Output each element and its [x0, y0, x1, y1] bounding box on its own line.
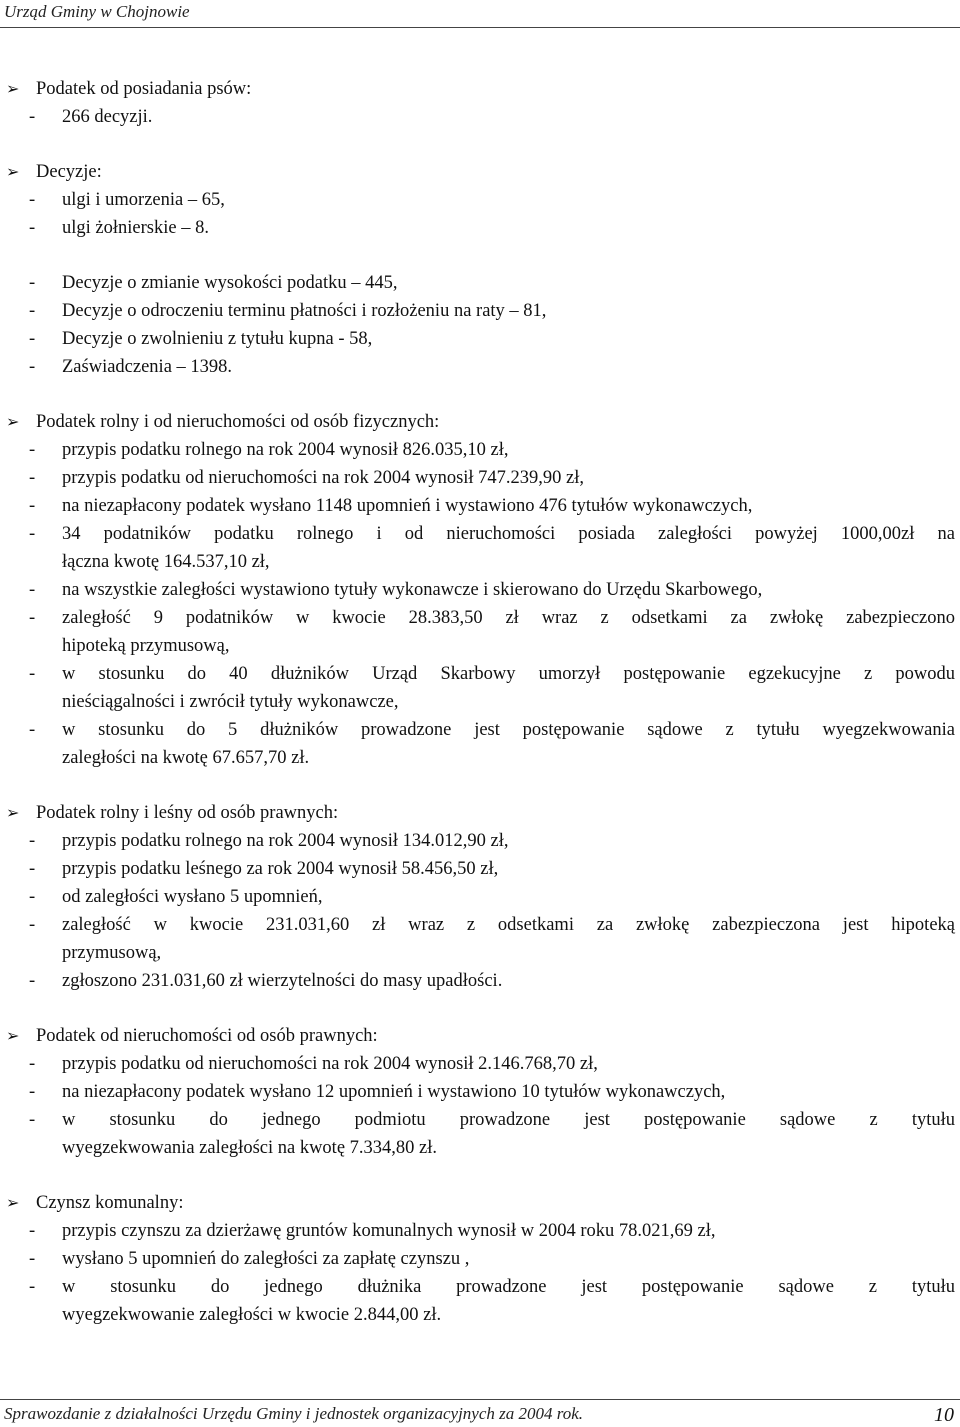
- list-item-text: łączna kwotę 164.537,10 zł,: [62, 552, 270, 572]
- list-item-text: przypis podatku rolnego na rok 2004 wynosił 134.012,90 zł,: [62, 831, 509, 851]
- list-item-text: zgłoszono 231.031,60 zł wierzytelności do masy upadłości.: [62, 971, 503, 991]
- arrow-bullet-icon: ➢: [6, 1193, 20, 1212]
- list-item-text: na wszystkie zaległości wystawiono tytuły wykonawcze i skierowano do Urzędu Skarbowego,: [62, 580, 763, 600]
- list-item-text: przymusową,: [62, 943, 162, 963]
- dash-marker: -: [29, 107, 36, 127]
- list-item-text: Zaświadczenia – 1398.: [62, 357, 233, 377]
- dash-marker: -: [29, 1054, 36, 1074]
- page-header: Urząd Gminy w Chojnowie: [4, 2, 190, 21]
- dash-marker: -: [29, 218, 36, 238]
- arrow-bullet-icon: ➢: [6, 412, 20, 431]
- list-item-text: w stosunku do jednego podmiotu prowadzone jest postępowanie sądowe z tytułu: [62, 1110, 955, 1130]
- dash-marker: -: [29, 468, 36, 488]
- list-item-text: na niezapłacony podatek wysłano 12 upomnień i wystawiono 10 tytułów wykonawczych,: [62, 1082, 726, 1102]
- list-item-text: przypis podatku od nieruchomości na rok 2004 wynosił 2.146.768,70 zł,: [62, 1054, 598, 1074]
- list-item-text: Decyzje o odroczeniu terminu płatności i rozłożeniu na raty – 81,: [62, 301, 547, 321]
- list-item-text: od zaległości wysłano 5 upomnień,: [62, 887, 323, 907]
- list-item-text: przypis podatku rolnego na rok 2004 wynosił 826.035,10 zł,: [62, 440, 509, 460]
- section-heading-text: Podatek od posiadania psów:: [36, 79, 252, 99]
- list-item-text: przypis czynszu za dzierżawę gruntów komunalnych wynosił w 2004 roku 78.021,69 zł,: [62, 1221, 716, 1241]
- dash-marker: -: [29, 190, 36, 210]
- list-item-text: na niezapłacony podatek wysłano 1148 upomnień i wystawiono 476 tytułów wykonawczych,: [62, 496, 753, 516]
- dash-marker: -: [29, 887, 36, 907]
- list-item-text: ulgi żołnierskie – 8.: [62, 218, 209, 238]
- dash-marker: -: [29, 1249, 36, 1269]
- list-item-text: Decyzje o zmianie wysokości podatku – 445,: [62, 273, 398, 293]
- dash-marker: -: [29, 1221, 36, 1241]
- dash-marker: -: [29, 580, 36, 600]
- list-item-text: zaległości na kwotę 67.657,70 zł.: [62, 748, 310, 768]
- dash-marker: -: [29, 1082, 36, 1102]
- list-item-text: ulgi i umorzenia – 65,: [62, 190, 225, 210]
- list-item-text: hipoteką przymusową,: [62, 636, 230, 656]
- dash-marker: -: [29, 608, 36, 628]
- dash-marker: -: [29, 720, 36, 740]
- dash-marker: -: [29, 524, 36, 544]
- section-heading-text: Podatek rolny i od nieruchomości od osób fizycznych:: [36, 412, 440, 432]
- list-item-text: wyegzekwowanie zaległości w kwocie 2.844,00 zł.: [62, 1305, 442, 1325]
- dash-marker: -: [29, 329, 36, 349]
- list-item-text: wysłano 5 upomnień do zaległości za zapłatę czynszu ,: [62, 1249, 470, 1269]
- dash-marker: -: [29, 273, 36, 293]
- dash-marker: -: [29, 831, 36, 851]
- list-item-text: Decyzje o zwolnieniu z tytułu kupna - 58,: [62, 329, 373, 349]
- list-item-text: zaległość w kwocie 231.031,60 zł wraz z odsetkami za zwłokę zabezpieczona jest hipoteką: [62, 915, 955, 935]
- dash-marker: -: [29, 357, 36, 377]
- dash-marker: -: [29, 440, 36, 460]
- list-item-text: przypis podatku leśnego za rok 2004 wynosił 58.456,50 zł,: [62, 859, 499, 879]
- dash-marker: -: [29, 915, 36, 935]
- dash-marker: -: [29, 496, 36, 516]
- arrow-bullet-icon: ➢: [6, 1026, 20, 1045]
- section-heading-text: Podatek rolny i leśny od osób prawnych:: [36, 803, 339, 823]
- list-item-text: wyegzekwowania zaległości na kwotę 7.334,80 zł.: [62, 1138, 438, 1158]
- list-item-text: przypis podatku od nieruchomości na rok 2004 wynosił 747.239,90 zł,: [62, 468, 585, 488]
- list-item-text: w stosunku do 5 dłużników prowadzone jest postępowanie sądowe z tytułu wyegzekwowania: [62, 720, 955, 740]
- dash-marker: -: [29, 1277, 36, 1297]
- dash-marker: -: [29, 971, 36, 991]
- dash-marker: -: [29, 301, 36, 321]
- list-item-text: 34 podatników podatku rolnego i od nieruchomości posiada zaległości powyżej 1000,00zł na: [62, 524, 955, 544]
- dash-marker: -: [29, 859, 36, 879]
- page-number: 10: [934, 1404, 954, 1426]
- page-footer: Sprawozdanie z działalności Urzędu Gminy i jednostek organizacyjnych za 2004 rok.: [4, 1404, 584, 1423]
- list-item-text: zaległość 9 podatników w kwocie 28.383,50 zł wraz z odsetkami za zwłokę zabezpieczono: [62, 608, 955, 628]
- list-item-text: 266 decyzji.: [62, 107, 153, 127]
- list-item-text: w stosunku do jednego dłużnika prowadzone jest postępowanie sądowe z tytułu: [62, 1277, 955, 1297]
- arrow-bullet-icon: ➢: [6, 803, 20, 822]
- header-divider: [0, 27, 960, 28]
- section-heading-text: Decyzje:: [36, 162, 102, 182]
- arrow-bullet-icon: ➢: [6, 79, 20, 98]
- dash-marker: -: [29, 664, 36, 684]
- section-heading-text: Czynsz komunalny:: [36, 1193, 184, 1213]
- dash-marker: -: [29, 1110, 36, 1130]
- section-heading-text: Podatek od nieruchomości od osób prawnych:: [36, 1026, 378, 1046]
- footer-divider: [0, 1399, 960, 1400]
- list-item-text: nieściągalności i zwrócił tytuły wykonawcze,: [62, 692, 399, 712]
- arrow-bullet-icon: ➢: [6, 162, 20, 181]
- list-item-text: w stosunku do 40 dłużników Urząd Skarbowy umorzył postępowanie egzekucyjne z powodu: [62, 664, 955, 684]
